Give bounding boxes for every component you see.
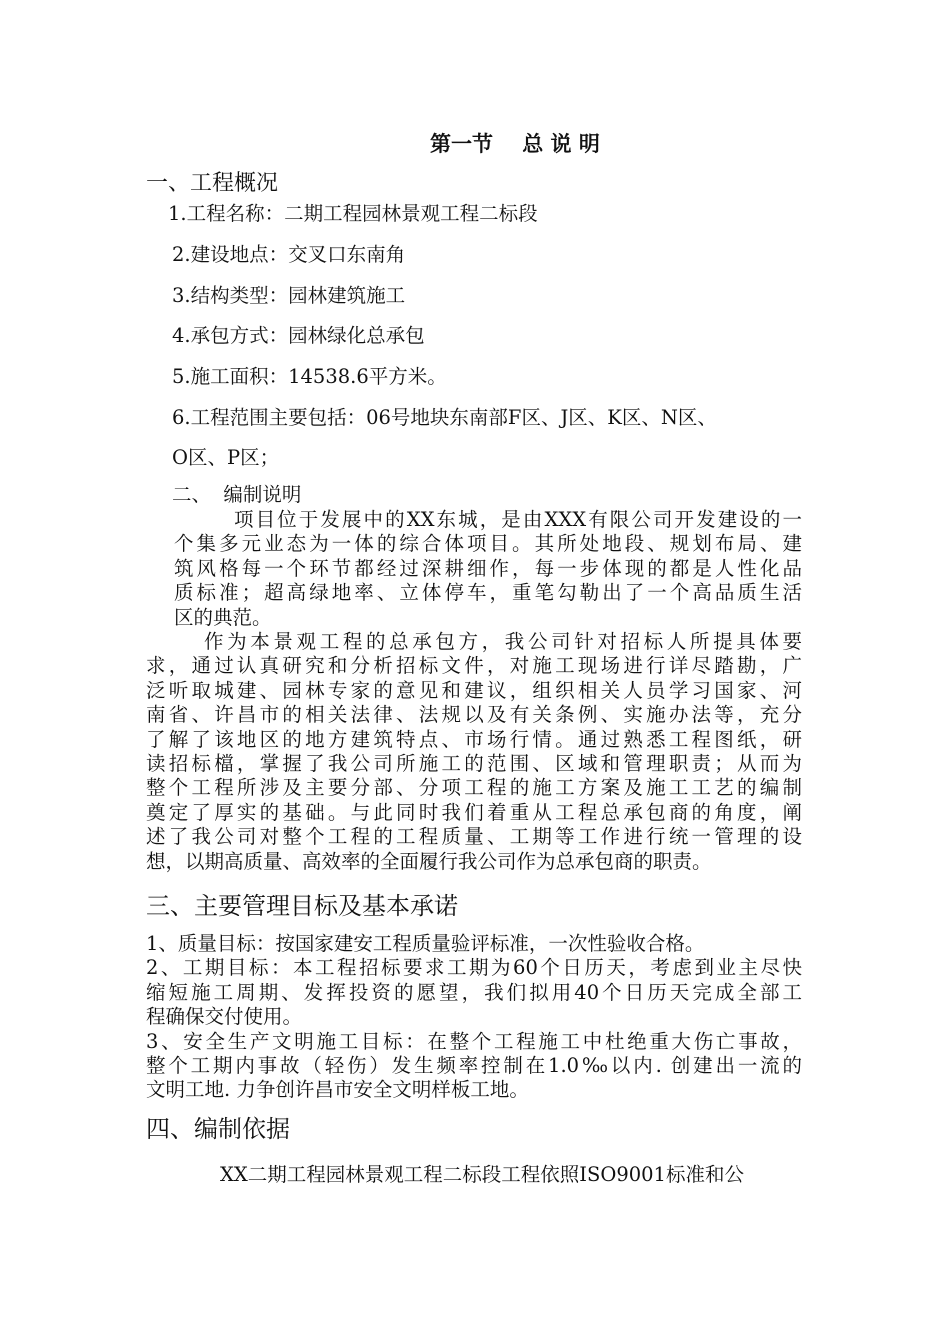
safety-target-line: 3、安全生产文明施工目标：在整个工程施工中杜绝重大伤亡事故，	[146, 1029, 802, 1053]
contract-mode-line: 4.承包方式：园林绿化总承包	[172, 324, 425, 347]
quality-target-line: 1、质量目标：按国家建安工程质量验评标准，一次性验收合格。	[146, 932, 705, 955]
intro-paragraph	[174, 508, 802, 630]
schedule-target-line: 程确保交付使用。	[146, 1005, 303, 1029]
basis-line: XX二期工程园林景观工程二标段工程依照ISO9001标准和公	[220, 1163, 744, 1186]
safety-target-line: 整个工期内事故（轻伤）发生频率控制在1.0‰以内. 创建出一流的	[146, 1054, 802, 1078]
contractor-line: 作为本景观工程的总承包方，我公司针对招标人所提具体要	[204, 630, 802, 653]
contractor-line: 泛听取城建、园林专家的意见和建议，组织相关人员学习国家、河	[146, 678, 802, 702]
contractor-line: 求，通过认真研究和分析招标文件，对施工现场进行详尽踏勘，广	[146, 654, 802, 678]
structure-type-line: 3.结构类型：园林建筑施工	[172, 284, 406, 307]
intro-line: 筑风格每一个环节都经过深耕细作，每一步体现的都是人性化品	[174, 556, 802, 580]
contractor-line: 南省、许昌市的相关法律、法规以及有关条例、实施办法等，充分	[146, 703, 802, 727]
contractor-paragraph	[146, 630, 802, 874]
intro-line: 质标准；超高绿地率、立体停车，重笔勾勒出了一个高品质生活	[174, 581, 802, 605]
contractor-line: 整个工程所涉及主要分部、分项工程的施工方案及施工工艺的编制	[146, 776, 802, 800]
intro-line: 个集多元业态为一体的综合体项目。其所处地段、规划布局、建	[174, 532, 802, 556]
project-name-line: 1.工程名称：二期工程园林景观工程二标段	[168, 202, 538, 225]
construction-area-line: 5.施工面积：14538.6平方米。	[172, 365, 447, 388]
site-location-line: 2.建设地点：交叉口东南角	[172, 243, 406, 266]
scope-line-2: O区、P区；	[172, 446, 280, 469]
contractor-line: 读招标檔，掌握了我公司所施工的范围、区域和管理职责；从而为	[146, 752, 802, 776]
scope-line-1: 6.工程范围主要包括：06号地块东南部F区、J区、K区、N区、	[172, 406, 717, 429]
contractor-line: 了解了该地区的地方建筑特点、市场行情。通过熟悉工程图纸，研	[146, 727, 802, 751]
safety-target-line: 文明工地. 力争创许昌市安全文明样板工地。	[146, 1078, 529, 1102]
intro-line: 区的典范。	[174, 605, 272, 629]
intro-line: 项目位于发展中的XX东城，是由XXX有限公司开发建设的一	[234, 508, 802, 531]
page-title: 第一节 总 说 明	[430, 132, 600, 156]
targets-block	[146, 932, 802, 1103]
section-1-heading: 一、工程概况	[146, 171, 279, 196]
schedule-target-line: 2、工期目标：本工程招标要求工期为60个日历天，考虑到业主尽快	[146, 956, 802, 980]
schedule-target-line: 缩短施工周期、发挥投资的愿望，我们拟用40个日历天完成全部工	[146, 980, 802, 1004]
section-3-heading: 三、主要管理目标及基本承诺	[146, 892, 458, 920]
contractor-line: 想，以期高质量、高效率的全面履行我公司作为总承包商的职责。	[146, 849, 712, 873]
section-4-heading: 四、编制依据	[146, 1115, 290, 1143]
section-2-heading: 二、 编制说明	[172, 483, 302, 506]
contractor-line: 述了我公司对整个工程的工程质量、工期等工作进行统一管理的设	[146, 825, 802, 849]
contractor-line: 奠定了厚实的基础。与此同时我们着重从工程总承包商的角度，阐	[146, 800, 802, 824]
